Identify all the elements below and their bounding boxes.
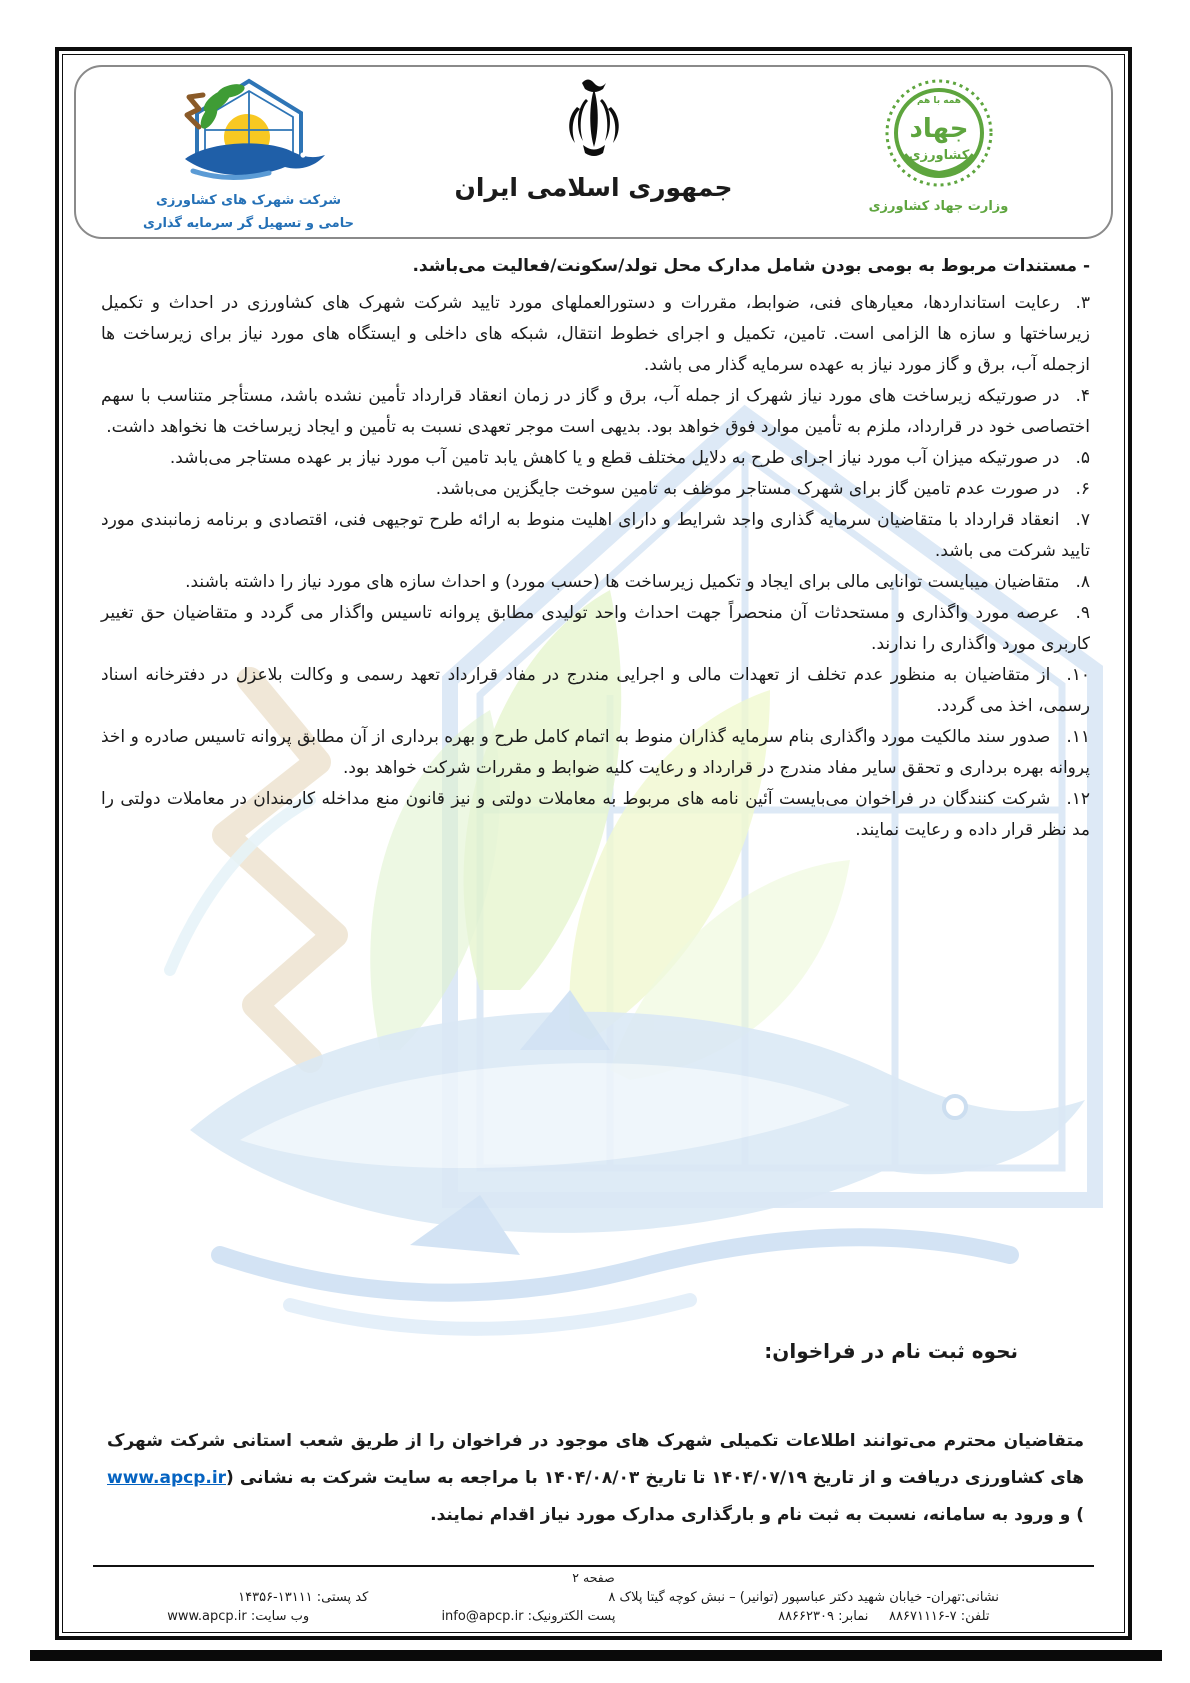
list-item: [101, 598, 1090, 660]
ministry-caption: وزارت جهاد کشاورزی: [868, 199, 1009, 214]
company-logo-block: [76, 67, 421, 237]
list-item: [101, 381, 1090, 443]
list-item-number: ۳.: [1075, 293, 1090, 313]
list-item-number: ۶.: [1075, 479, 1090, 499]
list-item-text: در صورتیکه زیرساخت های مورد نیاز شهرک از جمله آب، برق و گاز در زمان انعقاد قرارداد تأمین نشده باشد، مستأجر متناسب با سهم اختصاصی خود در قرارداد، ملزم به تأمین موارد فوق خواهد بود. بدیهی است موجر تعهدی نسبت به تأمین و ایجاد زیرساخت ها نخواهد داشت.: [101, 386, 1090, 437]
footer-website: وب سایت: www.apcp.ir: [167, 1609, 310, 1624]
national-emblem-block: [421, 67, 766, 237]
footer-divider: [93, 1565, 1094, 1567]
list-item: [101, 567, 1090, 598]
list-item-number: ۹.: [1075, 603, 1090, 623]
footer-address: نشانی:تهران- خیابان شهید دکتر عباسپور (توانیر) – نبش کوچه گیتا پلاک ۸: [608, 1590, 1000, 1605]
registration-text-after-link: ) و ورود به سامانه، نسبت به ثبت نام و بارگذاری مدارک مورد نیاز اقدام نمایند.: [430, 1505, 1084, 1525]
website-link[interactable]: www.apcp.ir: [107, 1468, 227, 1488]
jahad-logo-main-text: جهاد: [908, 114, 969, 144]
list-item-number: ۴.: [1075, 386, 1090, 406]
list-item-text: از متقاضیان به منظور عدم تخلف از تعهدات مالی و اجرایی مندرج در مفاد قرارداد تعهد رسمی و وکالت بلاعزل در دفترخانه اسناد رسمی، اخذ می گردد.: [101, 665, 1090, 716]
list-item-number: ۷.: [1075, 510, 1090, 530]
document-body: [101, 251, 1090, 1532]
registration-heading: نحوه ثبت نام در فراخوان:: [764, 1339, 1018, 1363]
list-item: [101, 288, 1090, 381]
company-caption-line1: شرکت شهرک های کشاورزی: [156, 193, 341, 208]
registration-text-before-link: متقاضیان محترم می‌توانند اطلاعات تکمیلی شهرک های موجود در فراخوان را از طریق شعب استانی شرکت شهرک های کشاورزی دریافت و از تاریخ ۱۴۰۴/۰۷/۱۹ تا تاریخ ۱۴۰۴/۰۸/۰۳ با مراجعه به سایت شرکت به نشانی (: [107, 1431, 1085, 1488]
list-item-number: ۸.: [1075, 572, 1090, 592]
footer-postal-code: کد پستی: ۱۴۳۵۶-۱۳۱۱۱: [238, 1590, 369, 1605]
list-item: [101, 474, 1090, 505]
footer: [93, 1565, 1094, 1628]
list-item-text: انعقاد قرارداد با متقاضیان سرمایه گذاری واجد شرایط و دارای اهلیت منوط به ارائه طرح توجیهی فنی، اقتصادی و برنامه زمانبندی مورد تایید شرکت می باشد.: [101, 510, 1090, 561]
list-item: [101, 443, 1090, 474]
list-item-text: رعایت استانداردها، معیارهای فنی، ضوابط، مقررات و دستورالعملهای مورد تایید شرکت شهرک های کشاورزی در احداث و تکمیل زیرساختها و سازه ها الزامی است. تامین، تکمیل و اجرای خطوط انتقال، شبکه های داخلی و ایستگاه های مورد نیاز برای زیرساخت ها ازجمله آب، برق و گاز مورد نیاز به عهده سرمایه گذار می باشد.: [101, 293, 1090, 375]
list-item-number: ۵.: [1075, 448, 1090, 468]
numbered-list: [101, 288, 1090, 846]
jahad-logo-icon: [880, 75, 998, 193]
company-caption-line2: حامی و تسهیل گر سرمایه گذاری: [143, 216, 354, 231]
iran-emblem-icon: [559, 75, 629, 171]
page-edge-bar: [30, 1650, 1162, 1661]
list-item-text: شرکت کنندگان در فراخوان می‌بایست آئین نامه های مربوط به معاملات دولتی و نیز قانون منع مداخله کارمندان در معاملات دولتی را مد نظر قرار داده و رعایت نمایند.: [101, 789, 1090, 840]
list-item-number: ۱۲.: [1066, 789, 1090, 809]
letterhead-box: [74, 65, 1113, 239]
list-item-number: ۱۰.: [1066, 665, 1090, 685]
list-item: [101, 505, 1090, 567]
page-number: صفحه ۲: [572, 1570, 615, 1585]
list-item-text: صدور سند مالکیت مورد واگذاری بنام سرمایه گذاران منوط به اتمام کامل طرح و بهره برداری از آن مطابق پروانه تاسیس صادره و اخذ پروانه بهره برداری و تحقق سایر مفاد مندرج در قرارداد و رعایت کلیه ضوابط و مقررات شرکت خواهد بود.: [101, 727, 1090, 778]
list-item-text: در صورتیکه میزان آب مورد نیاز اجرای طرح به دلایل مختلف قطع و یا کاهش یابد تامین آب مورد نیاز بر عهده مستاجر می‌باشد.: [169, 448, 1060, 468]
ministry-logo-block: [766, 67, 1111, 237]
list-item: [101, 784, 1090, 846]
list-item-text: در صورت عدم تامین گاز برای شهرک مستاجر موظف به تامین سوخت جایگزین می‌باشد.: [435, 479, 1060, 499]
jahad-logo-sub-text: کشاورزی: [908, 148, 969, 163]
jahad-logo-top-text: همه با هم: [916, 96, 961, 106]
registration-paragraph: [107, 1423, 1084, 1534]
company-logo-icon: [169, 75, 329, 187]
islamic-republic-title: جمهوری اسلامی ایران: [454, 173, 733, 202]
list-item-number: ۱۱.: [1066, 727, 1090, 747]
page-border-inner-line: [62, 54, 1125, 1633]
list-item: [101, 722, 1090, 784]
native-documents-note: - مستندات مربوط به بومی بودن شامل مدارک محل تولد/سکونت/فعالیت می‌باشد.: [412, 256, 1090, 276]
footer-phone-fax: تلفن: ۸۸۶۷۱۱۱۶-۷ نمابر: ۸۸۶۶۲۳۰۹: [778, 1609, 990, 1624]
list-item-text: عرصه مورد واگذاری و مستحدثات آن منحصراً جهت احداث واحد تولیدی مطابق پروانه تاسیس واگذار می گردد و متقاضیان حق تغییر کاربری مورد واگذاری را ندارند.: [101, 603, 1090, 654]
footer-email: پست الکترونیک: info@apcp.ir: [441, 1609, 616, 1624]
page-border-frame: [55, 47, 1132, 1640]
list-item: [101, 660, 1090, 722]
list-item-text: متقاضیان میبایست توانایی مالی برای ایجاد و تکمیل زیرساخت ها (حسب مورد) و احداث سازه های مورد نیاز را داشته باشند.: [185, 572, 1060, 592]
